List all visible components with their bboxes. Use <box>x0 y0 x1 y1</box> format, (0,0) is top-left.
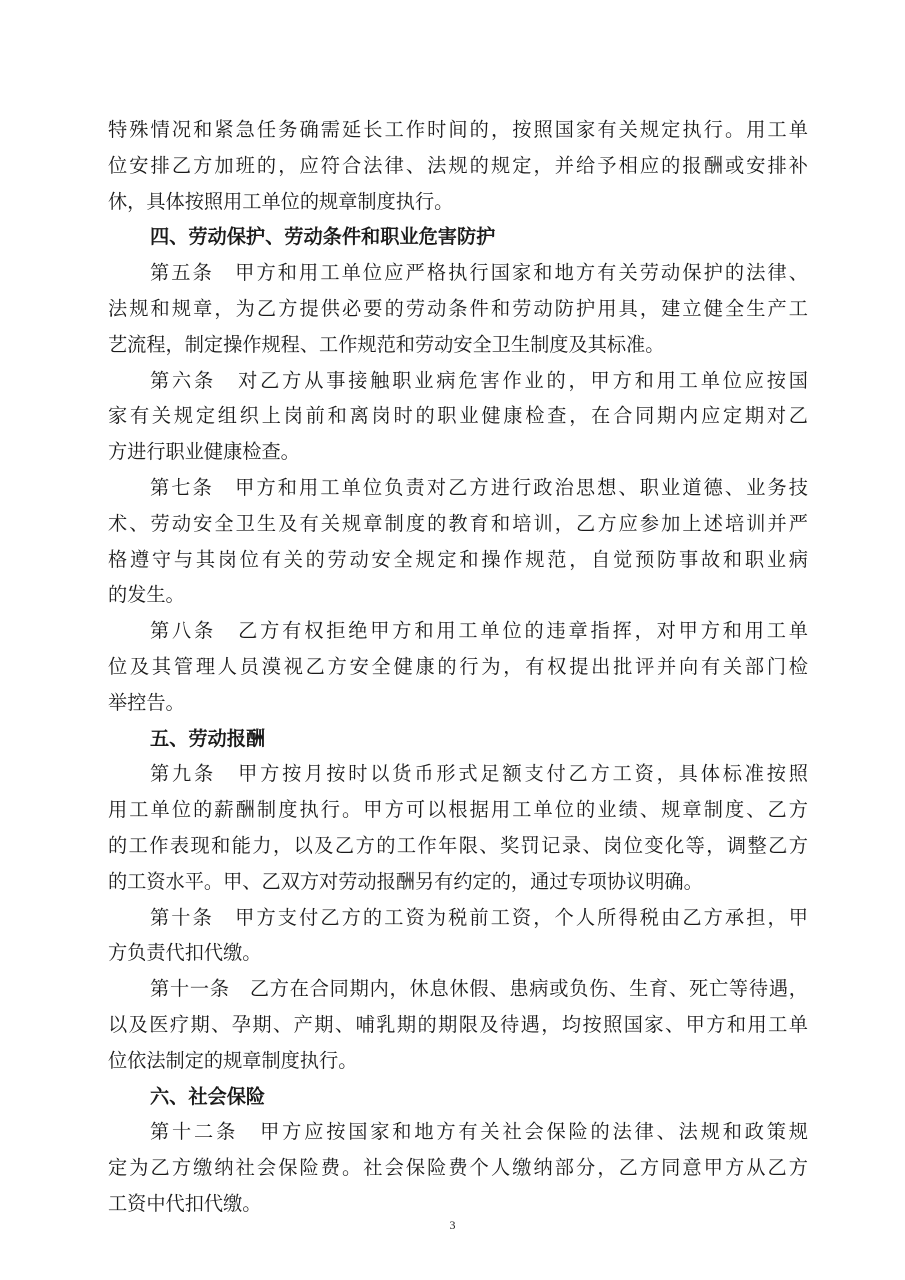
text-line: 第九条 甲方按月按时以货币形式足额支付乙方工资，具体标准按照 <box>150 762 808 786</box>
text-line: 第十条 甲方支付乙方的工资为税前工资，个人所得税由乙方承担，甲 <box>150 905 808 929</box>
section-heading: 五、劳动报酬 <box>150 726 266 750</box>
text-line: 第五条 甲方和用工单位应严格执行国家和地方有关劳动保护的法律、 <box>150 261 808 285</box>
text-line: 的工资水平。甲、乙双方对劳动报酬另有约定的，通过专项协议明确。 <box>108 869 703 893</box>
text-line: 工资中代扣代缴。 <box>108 1191 262 1215</box>
text-line: 位及其管理人员漠视乙方安全健康的行为，有权提出批评并向有关部门检 <box>108 654 808 678</box>
text-line: 以及医疗期、孕期、产期、哺乳期的期限及待遇，均按照国家、甲方和用工单 <box>108 1012 808 1036</box>
text-line: 位安排乙方加班的，应符合法律、法规的规定，并给予相应的报酬或安排补 <box>108 153 808 177</box>
text-line: 第七条 甲方和用工单位负责对乙方进行政治思想、职业道德、业务技 <box>150 475 808 499</box>
text-line: 方负责代扣代缴。 <box>108 941 262 965</box>
section-heading: 六、社会保险 <box>150 1084 266 1108</box>
text-line: 举控告。 <box>108 690 185 714</box>
text-line: 方进行职业健康检查。 <box>108 440 300 464</box>
text-line: 位依法制定的规章制度执行。 <box>108 1048 358 1072</box>
text-line: 家有关规定组织上岗前和离岗时的职业健康检查，在合同期内应定期对乙 <box>108 404 808 428</box>
text-line: 艺流程，制定操作规程、工作规范和劳动安全卫生制度及其标准。 <box>108 332 665 356</box>
text-line: 休，具体按照用工单位的规章制度执行。 <box>108 189 454 213</box>
page-number: 3 <box>449 1218 456 1232</box>
text-line: 第十一条 乙方在合同期内，休息休假、患病或负伤、生育、死亡等待遇， <box>150 977 808 1001</box>
section-heading: 四、劳动保护、劳动条件和职业危害防护 <box>150 225 496 249</box>
document-body <box>108 112 808 1222</box>
text-line: 的发生。 <box>108 583 185 607</box>
text-line: 法规和规章，为乙方提供必要的劳动条件和劳动防护用具，建立健全生产工 <box>108 296 808 320</box>
text-line: 术、劳动安全卫生及有关规章制度的教育和培训，乙方应参加上述培训并严 <box>108 511 808 535</box>
text-line: 的工作表现和能力，以及乙方的工作年限、奖罚记录、岗位变化等，调整乙方 <box>108 833 808 857</box>
text-line: 特殊情况和紧急任务确需延长工作时间的，按照国家有关规定执行。用工单 <box>108 118 808 141</box>
text-line: 格遵守与其岗位有关的劳动安全规定和操作规范，自觉预防事故和职业病 <box>108 547 808 571</box>
text-line: 定为乙方缴纳社会保险费。社会保险费个人缴纳部分，乙方同意甲方从乙方 <box>108 1156 808 1180</box>
text-line: 第十二条 甲方应按国家和地方有关社会保险的法律、法规和政策规 <box>150 1120 808 1144</box>
text-line: 第六条 对乙方从事接触职业病危害作业的，甲方和用工单位应按国 <box>150 368 808 392</box>
text-line: 第八条 乙方有权拒绝甲方和用工单位的违章指挥，对甲方和用工单 <box>150 619 808 643</box>
text-line: 用工单位的薪酬制度执行。甲方可以根据用工单位的业绩、规章制度、乙方 <box>108 798 808 822</box>
